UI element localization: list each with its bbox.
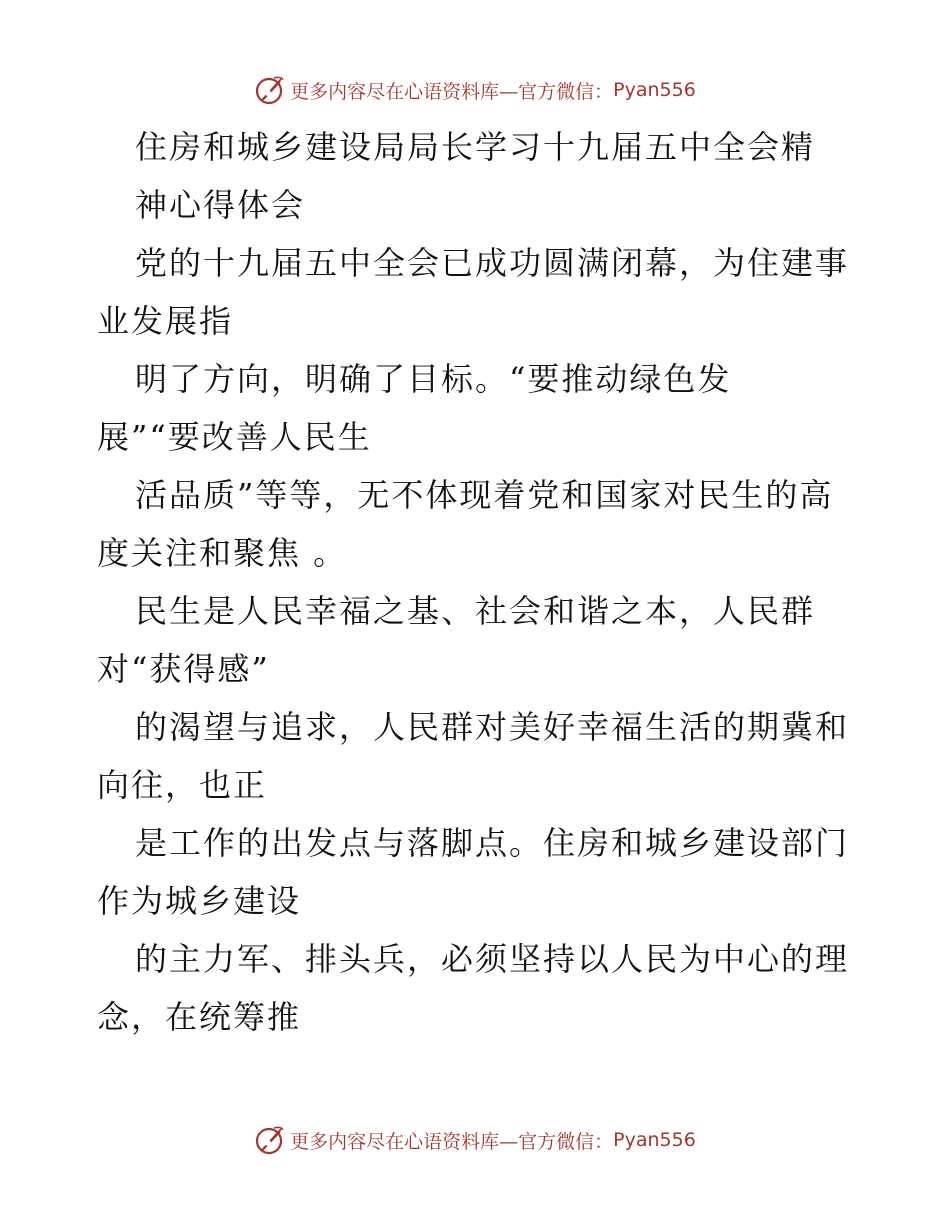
paragraph-line: 的渴望与追求，人民群对美好幸福生活的期冀和 xyxy=(135,708,850,746)
paragraph-line: 展”“要改善人民生 xyxy=(97,418,372,456)
paragraph-line: 念，在统筹推 xyxy=(97,998,302,1036)
header-banner xyxy=(0,70,950,110)
paragraph-line: 活品质”等等，无不体现着党和国家对民生的高 xyxy=(135,476,834,514)
paragraph-line: 民生是人民幸福之基、社会和谐之本，人民群 xyxy=(135,592,816,630)
paragraph-line: 是工作的出发点与落脚点。住房和城乡建设部门 xyxy=(135,824,850,862)
footer-wechat-id: Pyan556 xyxy=(613,1129,696,1151)
title-line-2: 神心得体会 xyxy=(135,186,306,224)
quill-pen-logo-icon xyxy=(254,74,286,106)
quill-pen-logo-icon xyxy=(254,1124,286,1156)
paragraph-line: 向往，也正 xyxy=(97,766,268,804)
paragraph-line: 党的十九届五中全会已成功圆满闭幕，为住建事 xyxy=(135,244,850,282)
footer-banner xyxy=(0,1120,950,1160)
paragraph-line: 业发展指 xyxy=(97,302,234,340)
paragraph-line: 的主力军、排头兵，必须坚持以人民为中心的理 xyxy=(135,940,850,978)
header-banner-text: 更多内容尽在心语资料库—官方微信： xyxy=(290,80,614,103)
paragraph-line: 作为城乡建设 xyxy=(97,882,302,920)
title-line-1: 住房和城乡建设局局长学习十九届五中全会精 xyxy=(135,128,816,166)
header-wechat-id: Pyan556 xyxy=(613,79,696,101)
footer-banner-text: 更多内容尽在心语资料库—官方微信： xyxy=(290,1130,614,1153)
paragraph-line: 对“获得感” xyxy=(97,650,270,688)
paragraph-line: 度关注和聚焦 。 xyxy=(97,534,348,572)
paragraph-line: 明了方向，明确了目标。“要推动绿色发 xyxy=(135,360,732,398)
